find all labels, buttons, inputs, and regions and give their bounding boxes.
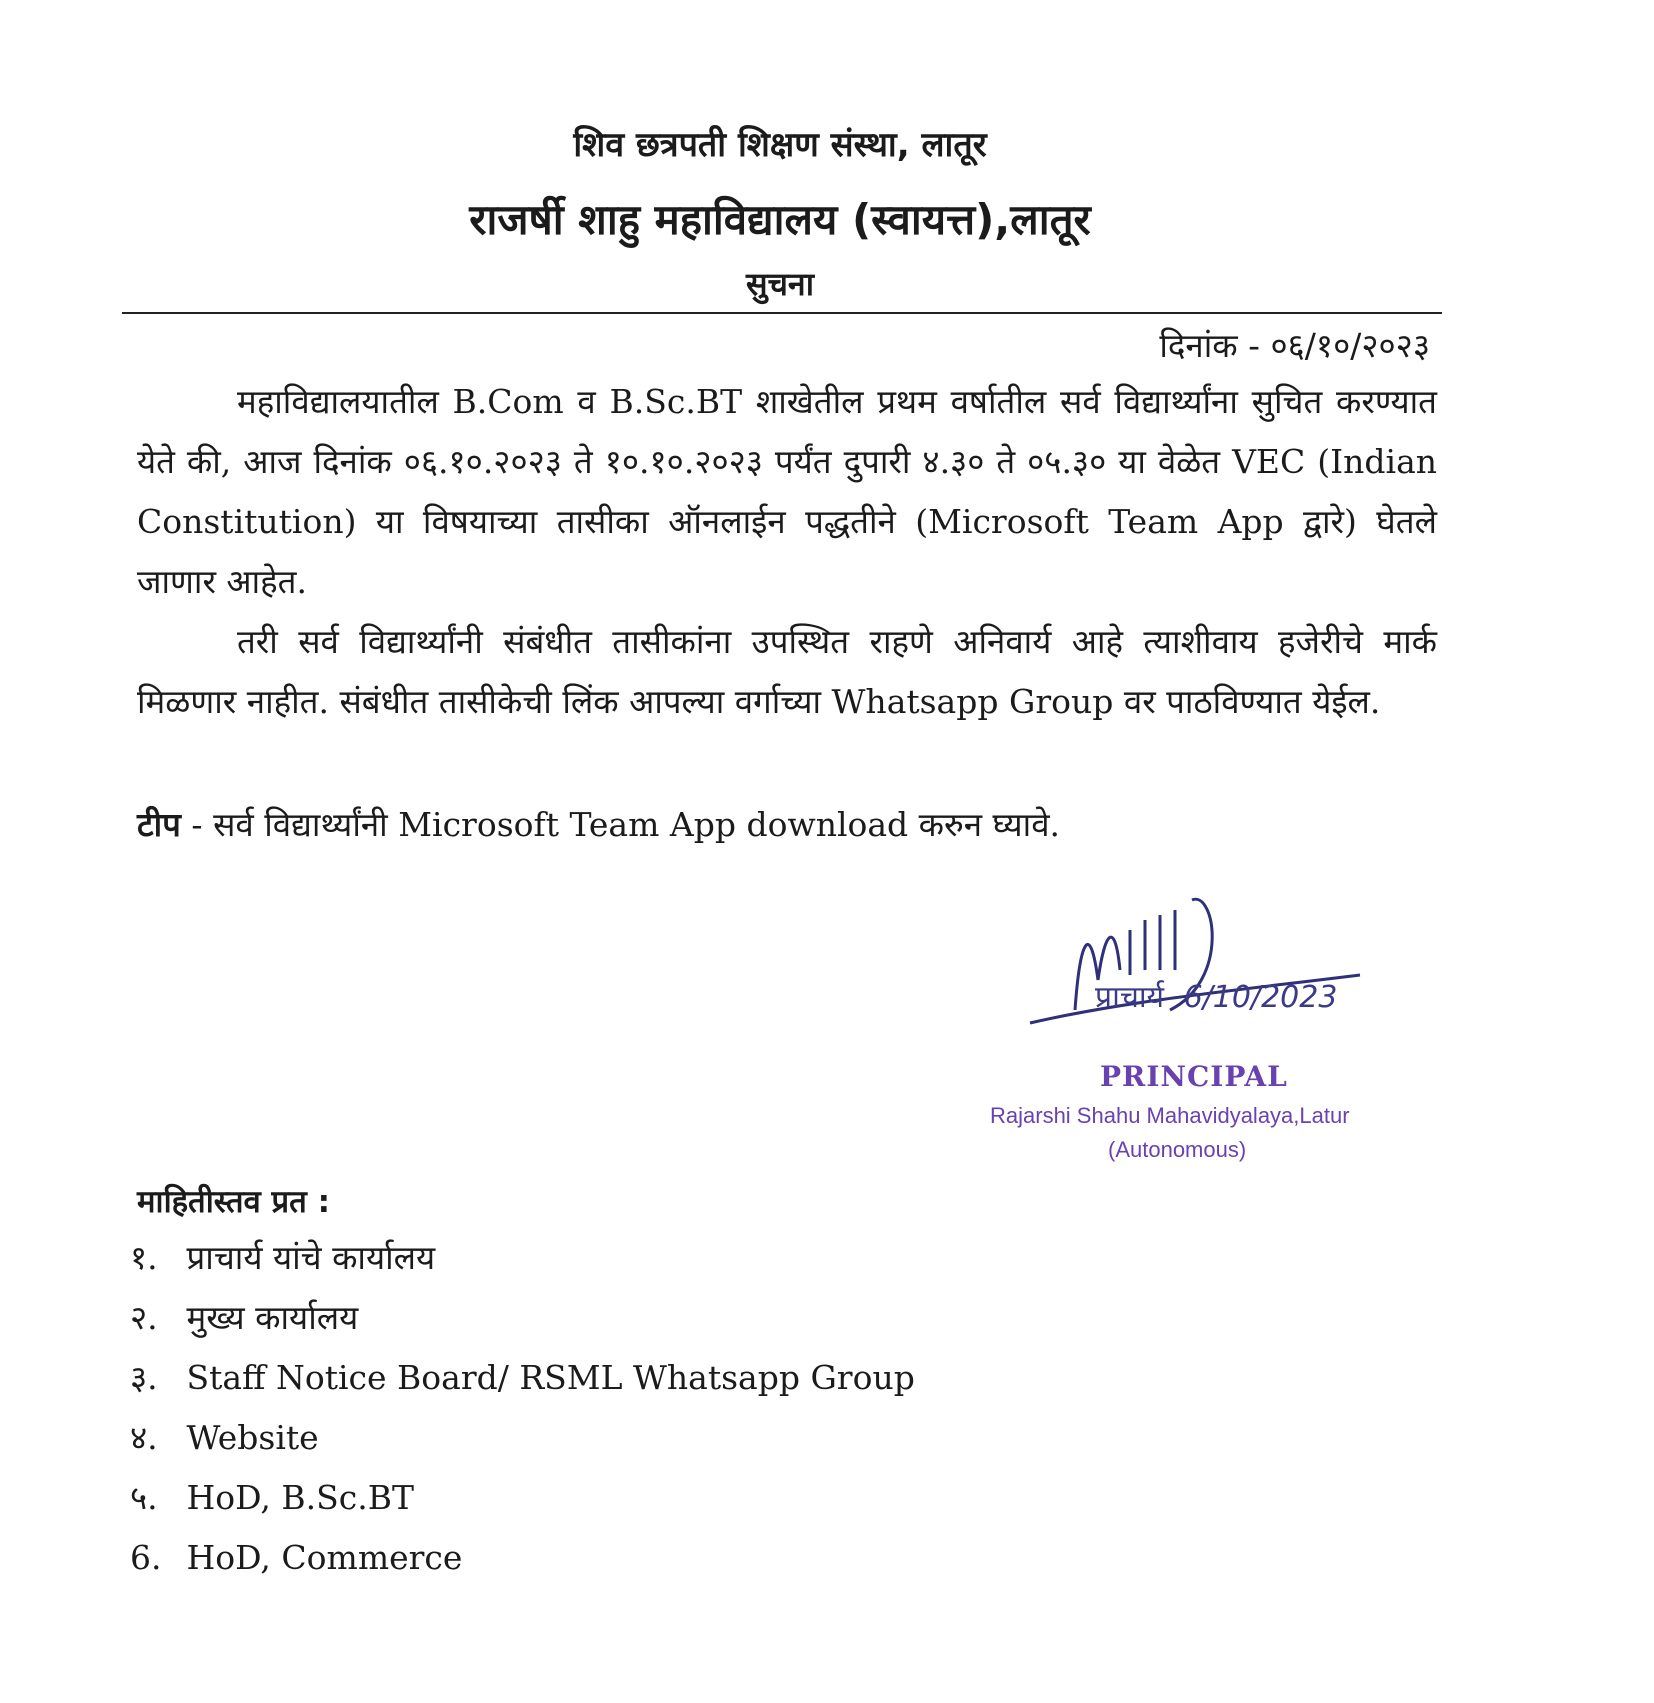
tip-label: टीप xyxy=(137,805,181,844)
stamp-institution: Rajarshi Shahu Mahavidyalaya,Latur xyxy=(990,1103,1350,1128)
stamp-autonomous: (Autonomous) xyxy=(1108,1137,1247,1162)
list-item: ३. Staff Notice Board/ RSML Whatsapp Group xyxy=(130,1358,915,1397)
society-name: शिव छत्रपती शिक्षण संस्था, लातूर xyxy=(573,125,987,165)
notice-title: सुचना xyxy=(745,265,814,303)
signature-block xyxy=(980,860,1420,1180)
list-item: १. प्राचार्य यांचे कार्यालय xyxy=(130,1238,436,1277)
header-divider xyxy=(122,312,1442,314)
list-item: ५. HoD, B.Sc.BT xyxy=(130,1478,414,1517)
list-item: 6. HoD, Commerce xyxy=(130,1538,463,1577)
principal-signature-scribble xyxy=(980,860,1420,1060)
notice-date: दिनांक - ०६/१०/२०२३ xyxy=(1159,326,1430,365)
tip-text: - सर्व विद्यार्थ्यांनी Microsoft Team App download करुन घ्यावे. xyxy=(180,805,1061,844)
list-item: २. मुख्य कार्यालय xyxy=(130,1298,359,1337)
copy-to-list xyxy=(130,1228,915,1588)
stamp-title: PRINCIPAL xyxy=(1100,1060,1288,1093)
signature-handwritten xyxy=(1095,975,1337,1016)
notice-paragraph-2: तरी सर्व विद्यार्थ्यांनी संबंधीत तासीकांना उपस्थित राहणे अनिवार्य आहे त्याशीवाय हजेरीचे मार्क मिळणार नाहीत. संबंधीत तासीकेची लिंक आपल्या वर्गाच्या Whatsapp Group वर पाठविण्यात येईल. xyxy=(137,622,1437,721)
notice-paragraph-1: महाविद्यालयातील B.Com व B.Sc.BT शाखेतील प्रथम वर्षातील सर्व विद्यार्थ्यांना सुचित करण्यात येते की, आज दिनांक ०६.१०.२०२३ ते १०.१०.२०२३ पर्यंत दुपारी ४.३० ते ०५.३० या वेळेत VEC (Indian Constitution) या विषयाच्या तासीका ऑनलाईन पद्धतीने (Microsoft Team App द्वारे) घेतले जाणार आहेत. xyxy=(137,382,1437,601)
signature-date: 6/10/2023 xyxy=(1183,980,1338,1015)
list-item: ४. Website xyxy=(130,1418,319,1457)
signature-title: प्राचार्य xyxy=(1095,980,1165,1015)
copy-to-heading: माहितीस्तव प्रत : xyxy=(137,1184,331,1220)
notice-tip xyxy=(137,795,1437,855)
college-name: राजर्षी शाहु महाविद्यालय (स्वायत्त),लातूर xyxy=(469,195,1091,244)
